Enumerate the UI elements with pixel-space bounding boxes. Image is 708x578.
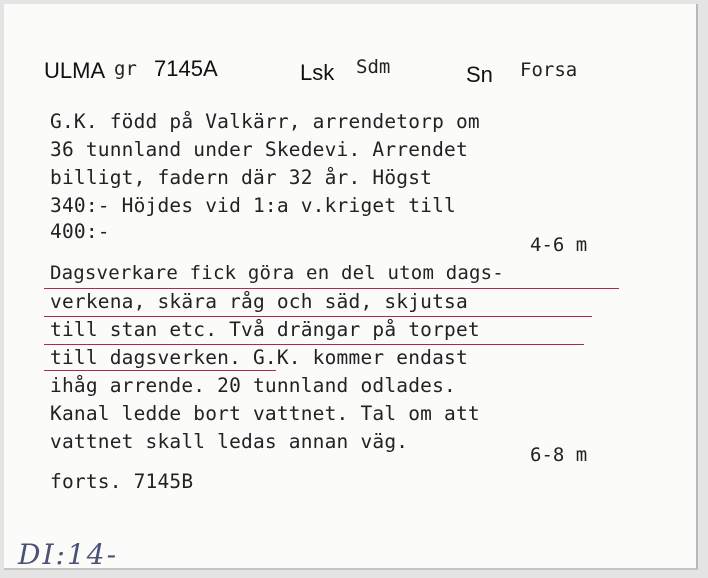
underline-rule-4 xyxy=(44,370,276,371)
body-line-9: till dagsverken. G.K. kommer endast xyxy=(50,346,468,369)
header-lsk-label: Lsk xyxy=(300,60,335,85)
index-card xyxy=(4,4,698,570)
underline-rule-3 xyxy=(44,344,584,345)
body-line-11: Kanal ledde bort vattnet. Tal om att xyxy=(50,402,480,425)
time-marker-1: 4-6 m xyxy=(530,234,588,256)
underline-rule-2 xyxy=(44,316,592,317)
body-line-12: vattnet skall ledas annan väg. xyxy=(50,430,409,453)
forts-reference: forts. 7145B xyxy=(50,470,194,493)
body-line-6: Dagsverkare fick göra en del utom dags- xyxy=(50,262,504,284)
header-gr-label: gr xyxy=(114,58,137,80)
header-sn-value: Forsa xyxy=(520,59,578,81)
header-lsk-value: Sdm xyxy=(356,56,391,78)
body-line-2: 36 tunnland under Skedevi. Arrendet xyxy=(50,138,468,161)
header-word: ULMA xyxy=(44,58,106,83)
body-line-1: G.K. född på Valkärr, arrendetorp om xyxy=(50,110,480,133)
body-line-5: 400:- xyxy=(50,220,110,243)
body-line-7: verkena, skära råg och säd, skjutsa xyxy=(50,290,468,313)
handwritten-notation: DI:14- xyxy=(18,538,119,571)
body-line-8: till stan etc. Två drängar på torpet xyxy=(50,318,480,341)
underline-rule-1 xyxy=(44,288,619,289)
header-gr-number: 7145A xyxy=(154,56,218,81)
time-marker-2: 6-8 m xyxy=(530,444,588,466)
body-line-3: billigt, fadern där 32 år. Högst xyxy=(50,166,433,189)
body-line-4: 340:- Höjdes vid 1:a v.kriget till xyxy=(50,194,456,217)
header-sn-label: Sn xyxy=(466,62,493,87)
body-line-10: ihåg arrende. 20 tunnland odlades. xyxy=(50,374,456,397)
